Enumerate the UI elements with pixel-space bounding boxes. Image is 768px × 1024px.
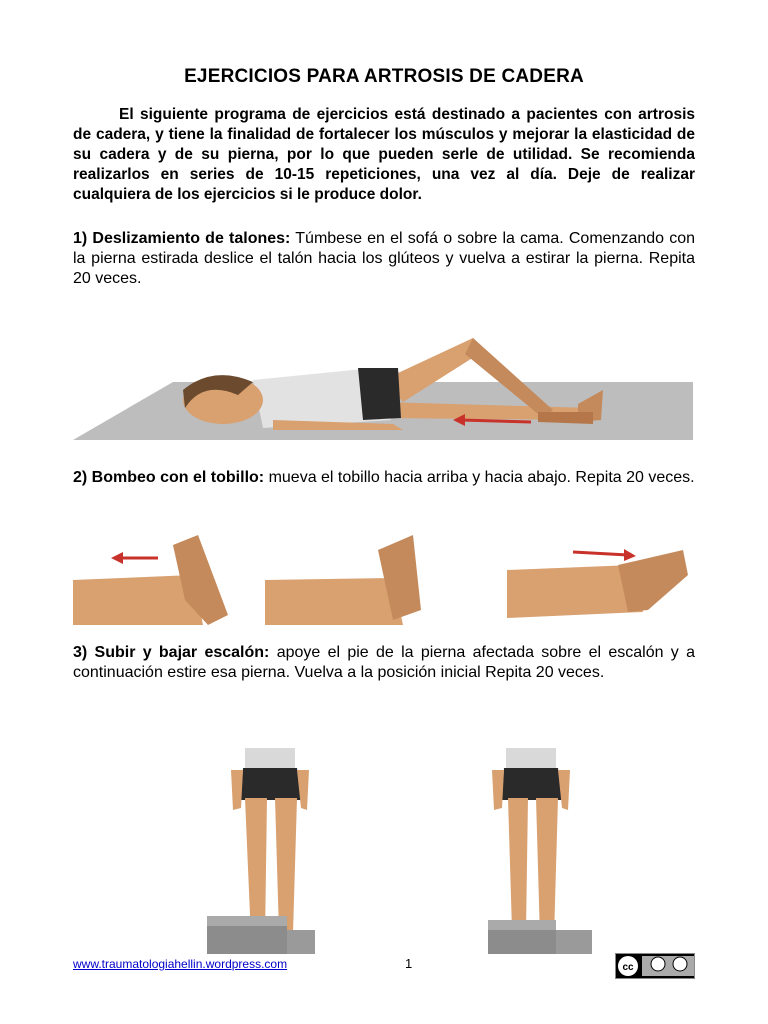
shorts [241, 768, 301, 800]
exercise-1 [73, 229, 695, 289]
slide-arrow [461, 420, 531, 422]
cc-license-badge[interactable] [615, 953, 695, 979]
exercise-2 [73, 468, 695, 488]
foot-neutral [265, 535, 421, 625]
heel-slide-illustration [73, 320, 697, 445]
arm [231, 770, 243, 810]
step-figure-left [205, 748, 315, 958]
arrow-left-icon [111, 552, 123, 564]
document-title: EJERCICIOS PARA ARTROSIS DE CADERA [184, 66, 584, 87]
cc-by-nc-icon [616, 954, 694, 978]
exercise-3-heading: 3) Subir y bajar escalón: [73, 644, 270, 661]
exercise-1-text: Túmbese en el sofá o sobre la cama. Comenzando con la pierna estirada deslice el talón hacia los glúteos y vuelva a estirar la pierna. Repita 20 veces. [73, 230, 696, 287]
intro-paragraph: El siguiente programa de ejercicios está destinado a pacientes con artrosis de cadera, y tiene la finalidad de fortalecer los músculos y mejorar la elasticidad de su cadera y de su pierna, por lo que pueden serle de utilidad. Se recomienda realizarlos en series de 10-15 repeticiones, una vez al día. Deje de realizar cualquiera de los ejercicios si le produce dolor. [73, 106, 695, 203]
step-figure-right [486, 748, 596, 958]
svg-text:cc: cc [622, 962, 634, 973]
page-number: 1 [405, 956, 413, 971]
exercise-3 [73, 643, 695, 683]
foot-plantarflexion [507, 549, 688, 618]
exercise-2-text: mueva el tobillo hacia arriba y hacia abajo. Repita 20 veces. [268, 469, 695, 486]
footer-website-link[interactable]: www.traumatologiahellin.wordpress.com [73, 957, 288, 971]
exercise-2-heading: 2) Bombeo con el tobillo: [73, 469, 265, 486]
foot-dorsiflexion [73, 535, 228, 625]
ankle-pump-illustration [73, 530, 697, 630]
arrow-right-icon [624, 549, 636, 561]
shorts [358, 368, 401, 420]
exercise-3-text: apoye el pie de la pierna afectada sobre el escalón y a continuación estire esa pierna. Vuelva a la posición inicial Repita 20 veces. [73, 644, 696, 681]
exercise-1-heading: 1) Deslizamiento de talones: [73, 230, 291, 247]
